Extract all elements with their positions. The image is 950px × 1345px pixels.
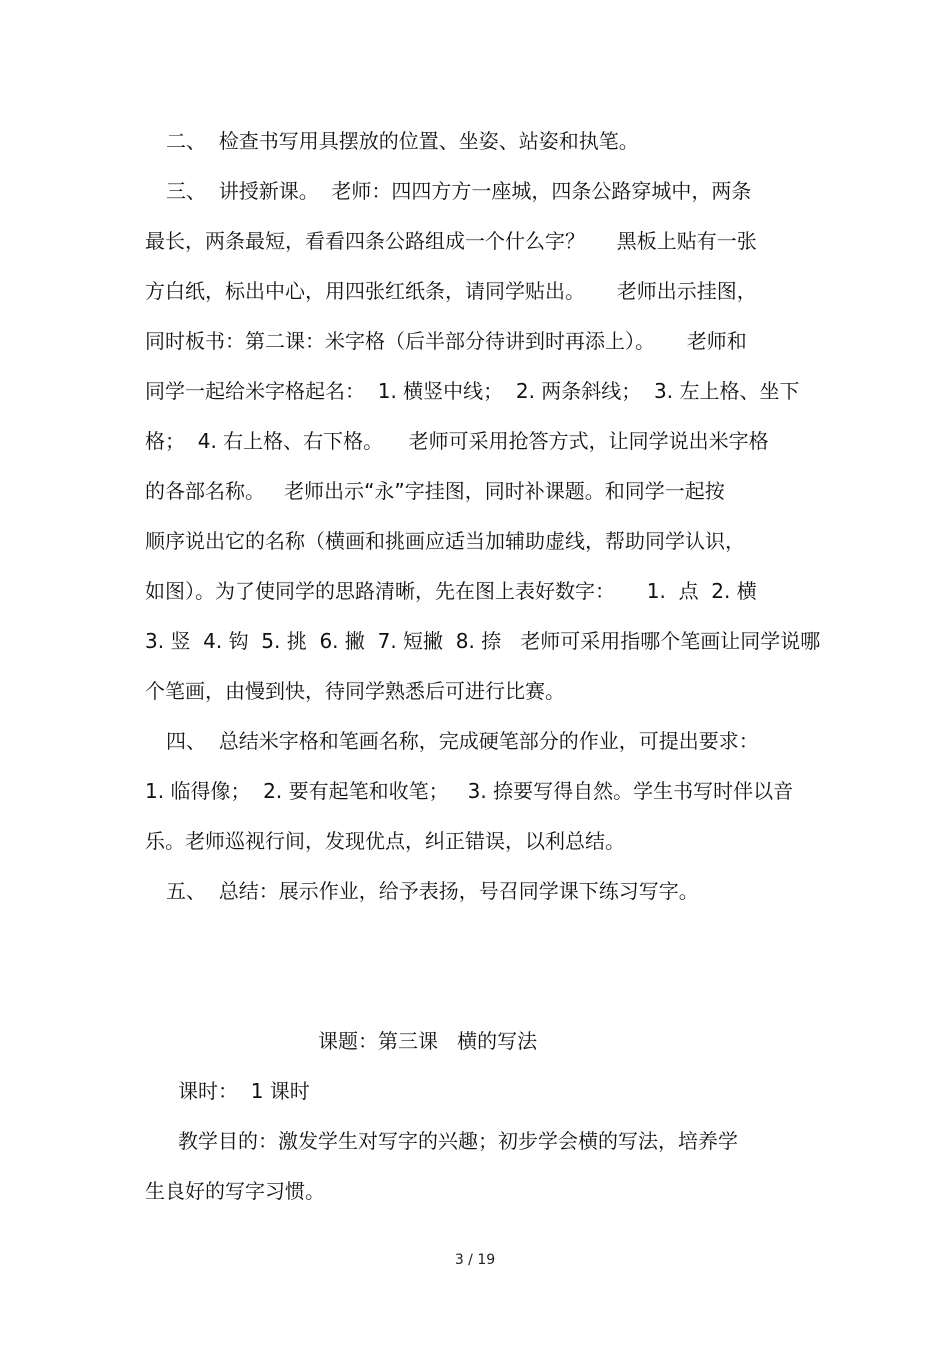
paragraph-line-section-4: 四、 总结米字格和笔画名称，完成硬笔部分的作业，可提出要求： [166, 729, 759, 753]
paragraph-line: 同时板书：第二课：米字格（后半部分待讲到时再添上）。 老师和 [145, 329, 747, 353]
teaching-objective-continued: 生良好的写字习惯。 [145, 1179, 325, 1203]
paragraph-line: 3. 竖 4. 钩 5. 挑 6. 撇 7. 短撇 8. 捺 老师可采用指哪个笔画让同学说哪 [145, 629, 821, 653]
paragraph-line-section-3: 三、 讲授新课。 老师：四四方方一座城，四条公路穿城中，两条 [166, 179, 752, 203]
paragraph-line-section-5: 五、 总结：展示作业，给予表扬，号召同学课下练习写字。 [166, 879, 699, 903]
paragraph-line: 1. 临得像； 2. 要有起笔和收笔； 3. 捺要写得自然。学生书写时伴以音 [145, 779, 794, 803]
page-number: 3 / 19 [454, 1252, 496, 1268]
teaching-objective: 教学目的：激发学生对写字的兴趣；初步学会横的写法，培养学 [178, 1129, 738, 1153]
paragraph-line: 同学一起给米字格起名： 1. 横竖中线； 2. 两条斜线； 3. 左上格、坐下 [145, 379, 800, 403]
paragraph-line: 格； 4. 右上格、右下格。 老师可采用抢答方式，让同学说出米字格 [145, 429, 769, 453]
paragraph-line: 乐。老师巡视行间，发现优点，纠正错误，以利总结。 [145, 829, 625, 853]
paragraph-line: 最长，两条最短，看看四条公路组成一个什么字？ 黑板上贴有一张 [145, 229, 757, 253]
paragraph-line: 的各部名称。 老师出示“永”字挂图，同时补课题。和同学一起按 [145, 479, 725, 503]
paragraph-line: 方白纸，标出中心，用四张红纸条，请同学贴出。 老师出示挂图， [145, 279, 757, 303]
lesson-hours: 课时： 1 课时 [178, 1079, 310, 1103]
lesson-title: 课题：第三课 横的写法 [318, 1029, 538, 1053]
paragraph-line: 如图）。为了使同学的思路清晰，先在图上表好数字： 1. 点 2. 横 [145, 579, 757, 603]
paragraph-line: 顺序说出它的名称（横画和挑画应适当加辅助虚线，帮助同学认识， [145, 529, 745, 553]
paragraph-line: 个笔画，由慢到快，待同学熟悉后可进行比赛。 [145, 679, 565, 703]
paragraph-line-section-2: 二、 检查书写用具摆放的位置、坐姿、站姿和执笔。 [166, 129, 639, 153]
